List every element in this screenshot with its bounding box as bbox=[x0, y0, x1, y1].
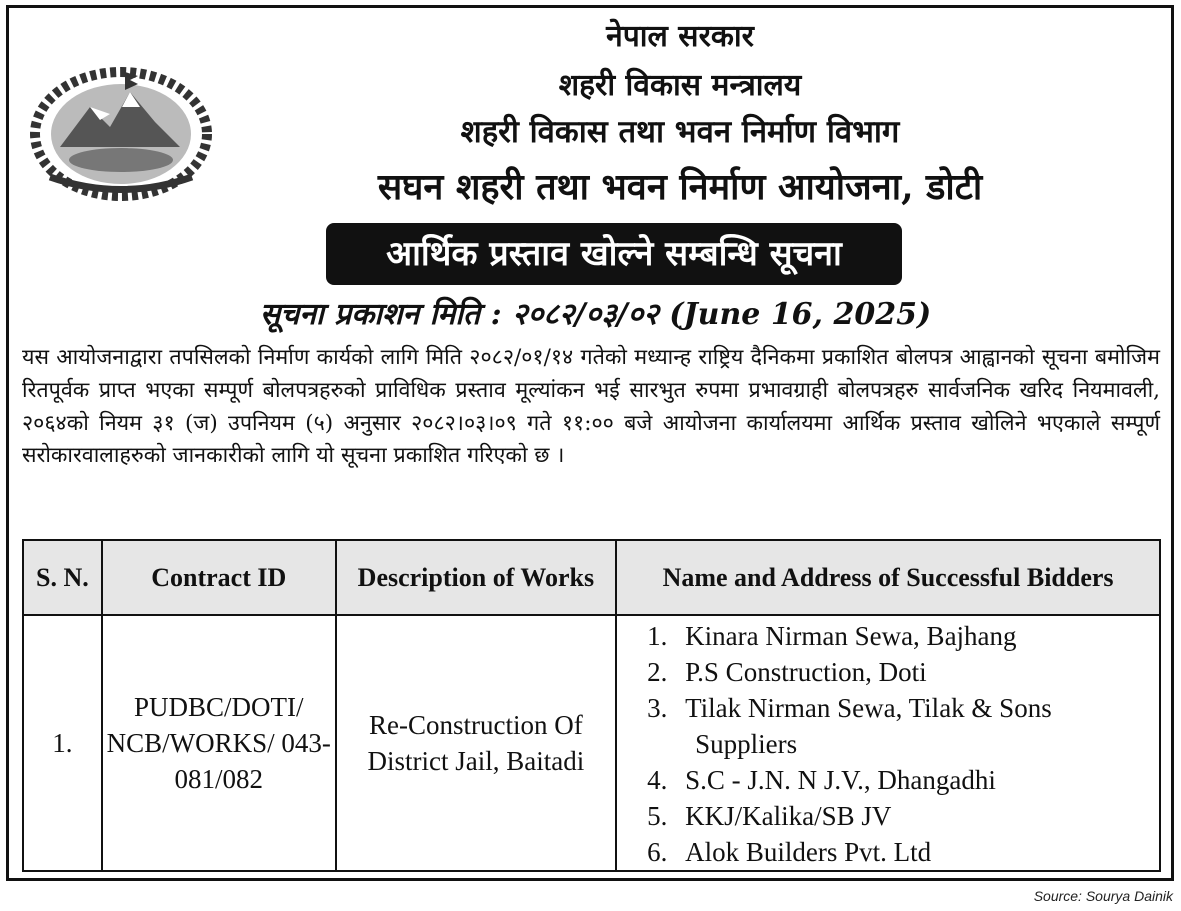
government-name: नेपाल सरकार bbox=[606, 19, 754, 54]
cell-bidders bbox=[616, 615, 1160, 871]
bidders-table bbox=[22, 539, 1161, 872]
notice-paragraph: यस आयोजनाद्वारा तपसिलको निर्माण कार्यको लागि मिति २०८२/०१/१४ गतेको मध्यान्ह राष्ट्रिय दैनिकमा प्रकाशित बोलपत्र आह्वानको सूचना बमोजिम रितपूर्वक प्राप्त भएका सम्पूर्ण बोलपत्रहरुको प्राविधिक प्रस्ताव मूल्यांकन भई सारभुत रुपमा प्रभावग्राही बोलपत्रहरु सार्वजनिक खरिद नियमावली, २०६४को नियम ३१ (ज) उपनियम (५) अनुसार २०८२।०३।०९ गते ११:०० बजे आयोजना कार्यालयमा आर्थिक प्रस्ताव खोलिने भएकाले सम्पूर्ण सरोकारवालाहरुको जानकारीको लागि यो सूचना प्रकाशित गरिएको छ । bbox=[22, 345, 1160, 469]
list-item: 3. Tilak Nirman Sewa, Tilak & Sons Suppliers bbox=[647, 693, 1052, 759]
header-description: Description of Works bbox=[336, 540, 617, 615]
list-item: 1. Kinara Nirman Sewa, Bajhang bbox=[647, 621, 1017, 651]
publication-date: सूचना प्रकाशन मिति : २०८२/०३/०२ (June 16, 2025) bbox=[260, 297, 932, 332]
department-name: शहरी विकास तथा भवन निर्माण विभाग bbox=[460, 114, 900, 150]
list-item: 5. KKJ/Kalika/SB JV bbox=[647, 801, 892, 831]
table-row bbox=[23, 615, 1160, 871]
cell-description: Re-Construction Of District Jail, Baitadi bbox=[336, 615, 617, 871]
notice-title: आर्थिक प्रस्ताव खोल्ने सम्बन्धि सूचना bbox=[326, 223, 902, 285]
header-sn: S. N. bbox=[23, 540, 102, 615]
table-header-row bbox=[23, 540, 1160, 615]
list-item: 4. S.C - J.N. N J.V., Dhangadhi bbox=[647, 765, 996, 795]
bidders-list bbox=[647, 618, 1159, 870]
header-contract-id: Contract ID bbox=[102, 540, 336, 615]
cell-sn: 1. bbox=[23, 615, 102, 871]
list-item: 6. Alok Builders Pvt. Ltd bbox=[647, 837, 932, 867]
cell-contract-id: PUDBC/DOTI/ NCB/WORKS/ 043-081/082 bbox=[102, 615, 336, 871]
nepal-emblem-icon bbox=[30, 52, 212, 202]
list-item: 2. P.S Construction, Doti bbox=[647, 657, 927, 687]
header-bidders: Name and Address of Successful Bidders bbox=[616, 540, 1160, 615]
source-credit: Source: Sourya Dainik bbox=[1033, 888, 1173, 904]
project-office-name: सघन शहरी तथा भवन निर्माण आयोजना, डोटी bbox=[377, 166, 983, 208]
ministry-name: शहरी विकास मन्त्रालय bbox=[558, 68, 802, 103]
